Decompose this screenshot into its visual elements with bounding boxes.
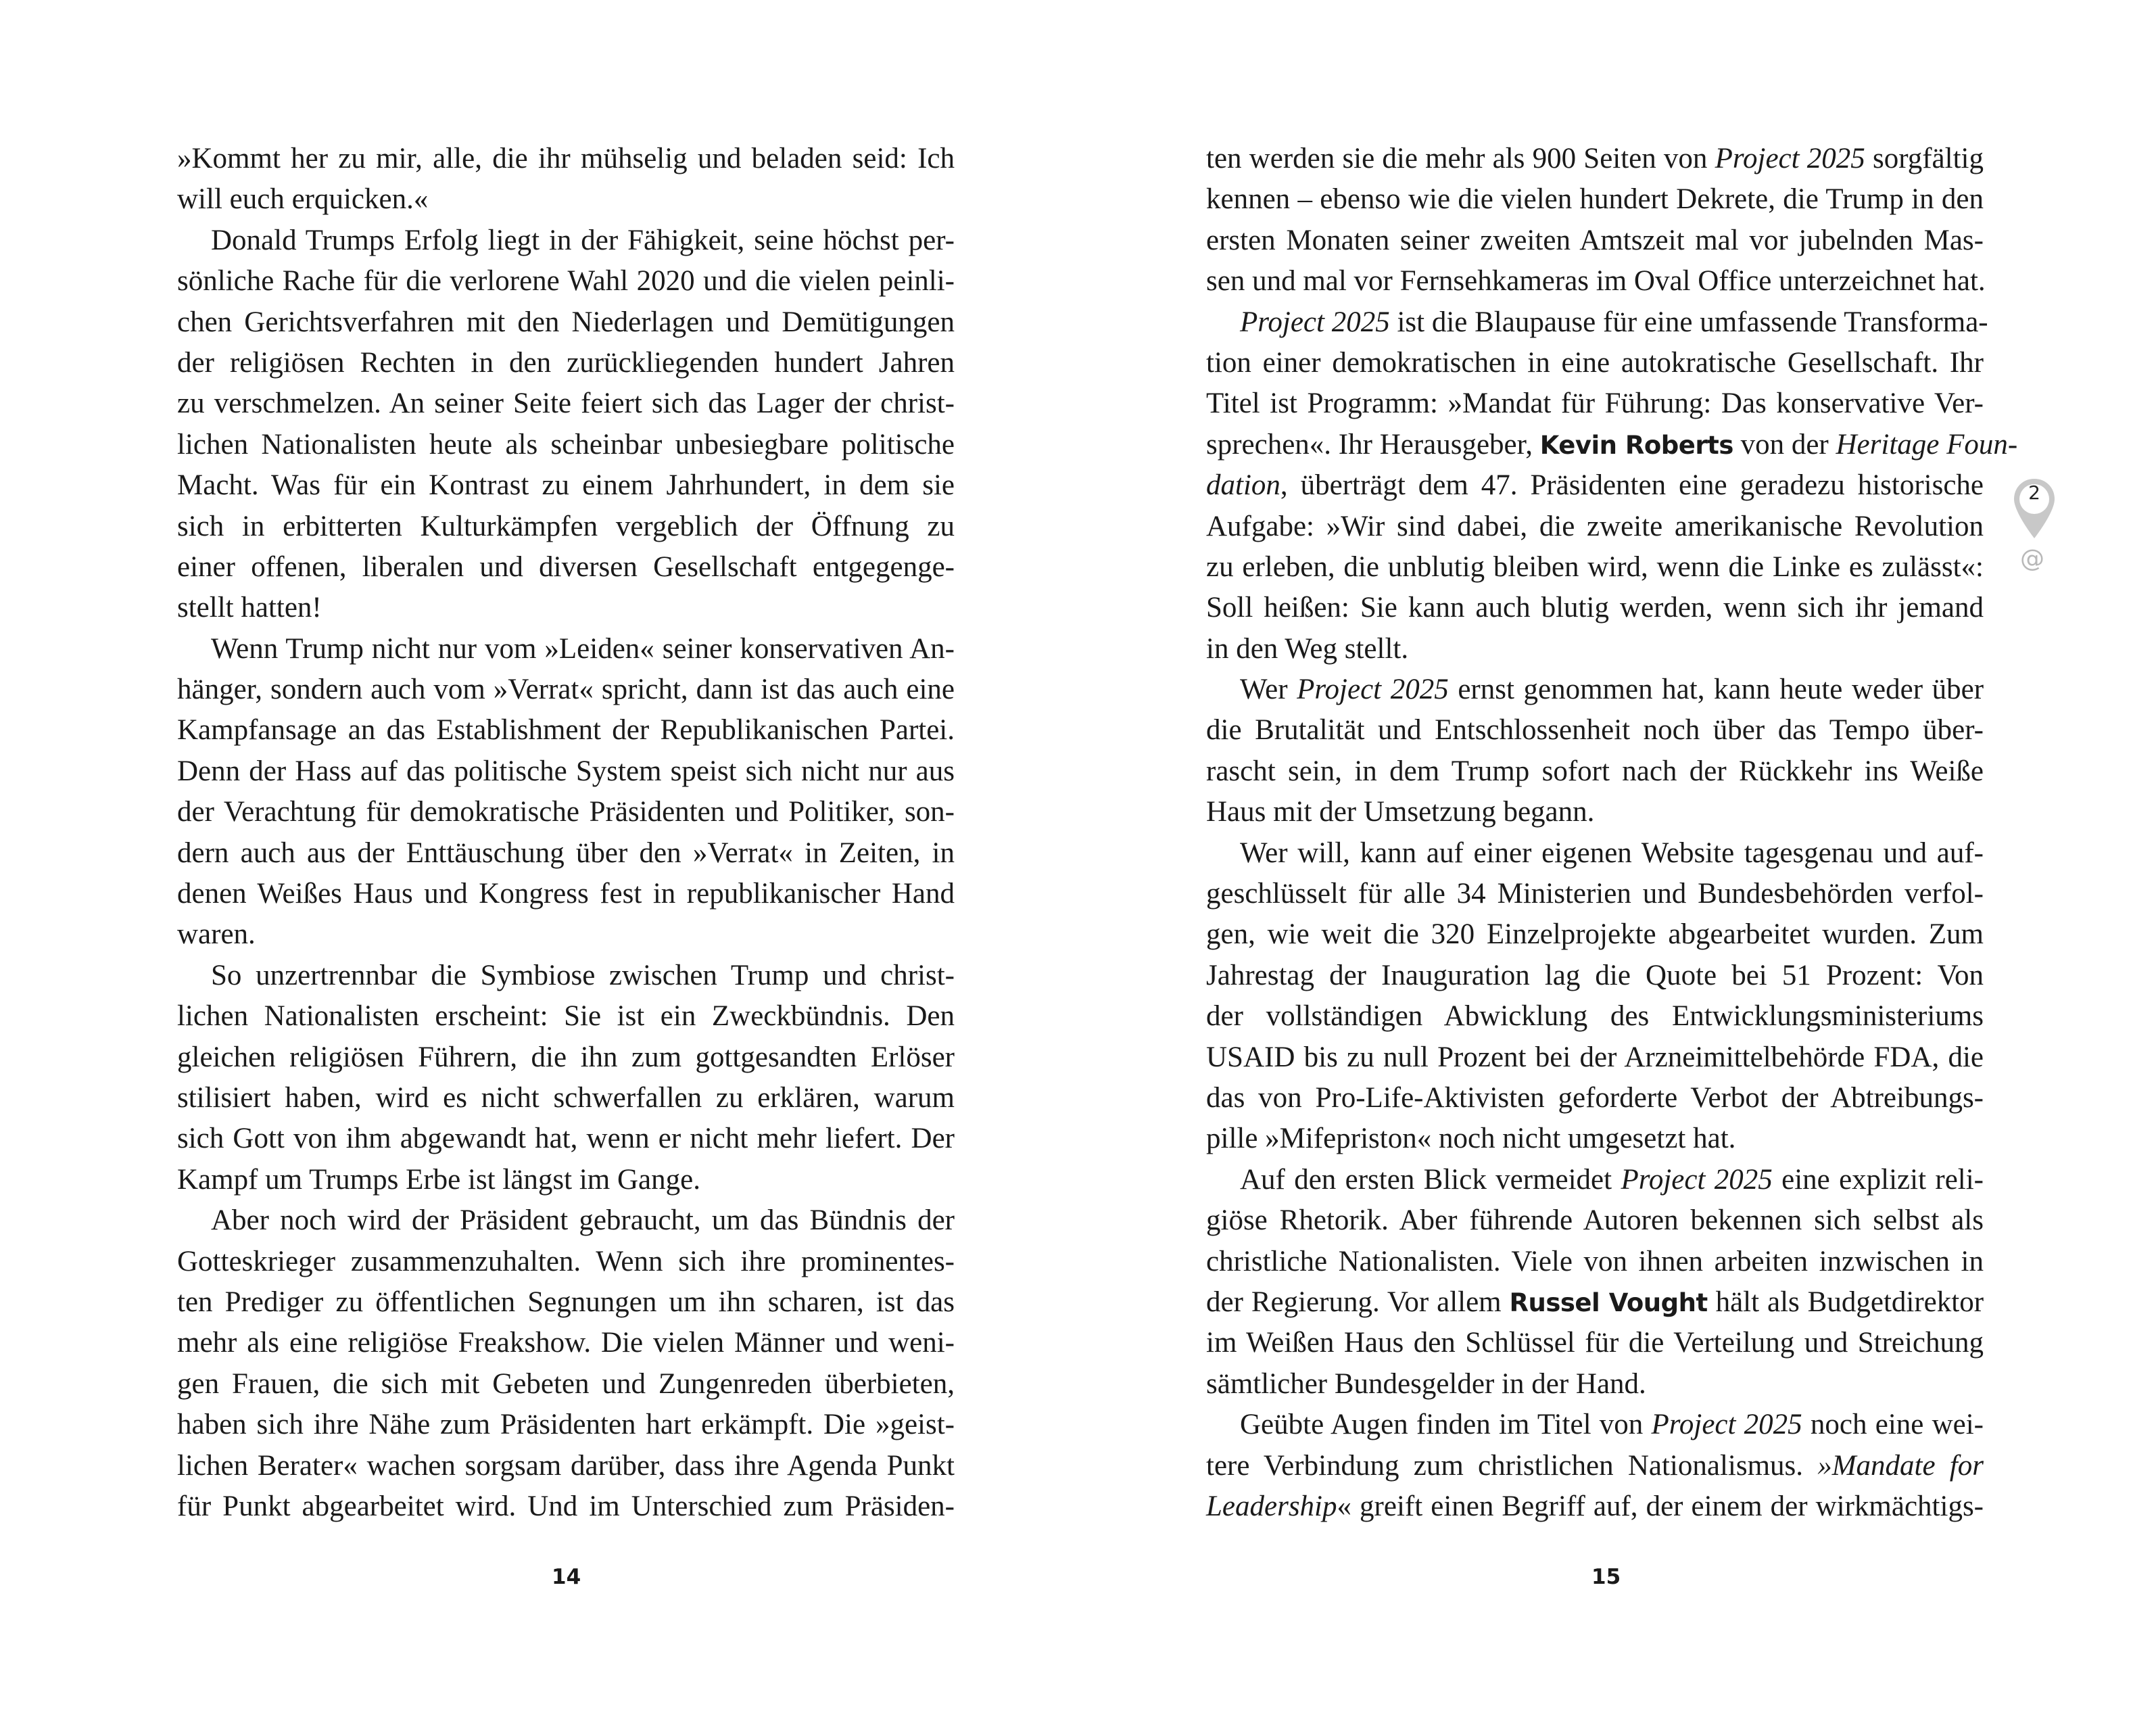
text-line: [1206, 1364, 1984, 1405]
text-line: [1206, 833, 1984, 874]
text-segment: chen Gerichtsverfahren mit den Niederlagen und Demütigungen: [177, 306, 955, 338]
text-segment: sorgfältig: [1865, 143, 1984, 174]
text-segment: lichen Nationalisten erscheint: Sie ist ein Zweckbündnis. Den: [177, 1000, 955, 1033]
text-segment: geschlüsselt für alle 34 Ministerien und Bundesbehörden verfol-: [1206, 878, 1984, 910]
text-segment: gen Frauen, die sich mit Gebeten und Zungenreden überbieten,: [177, 1367, 955, 1400]
text-line: [177, 547, 955, 588]
italic-text: Leadership: [1206, 1490, 1337, 1522]
text-segment: Denn der Hass auf das politische System speist sich nicht nur aus: [177, 755, 955, 787]
text-line: [1206, 588, 1984, 628]
text-line: [1206, 1078, 1984, 1119]
text-line: [1206, 1282, 1984, 1323]
text-segment: von der: [1733, 428, 1836, 461]
text-line: [1206, 1446, 1984, 1486]
text-line: [177, 996, 955, 1037]
text-segment: der Verachtung für demokratische Präsidenten und Politiker, son-: [177, 796, 955, 828]
text-line: [1206, 1405, 1984, 1445]
person-name: Russel Vought: [1509, 1288, 1708, 1317]
text-segment: hänger, sondern auch vom »Verrat« spricht, dann ist das auch eine: [177, 674, 955, 706]
text-line: [177, 1364, 955, 1405]
text-segment: dern auch aus der Enttäuschung über den »Verrat« in Zeiten, in: [177, 837, 955, 869]
text-line: [1206, 1037, 1984, 1078]
text-line: [177, 383, 955, 424]
text-segment: Aber noch wird der Präsident gebraucht, um das Bündnis der: [211, 1204, 955, 1237]
text-segment: USAID bis zu null Prozent bei der Arzneimittelbehörde FDA, die: [1206, 1041, 1984, 1073]
text-segment: So unzertrennbar die Symbiose zwischen Trump und christ-: [211, 959, 955, 991]
text-segment: Kampfansage an das Establishment der Republikanischen Partei.: [177, 714, 955, 747]
text-segment: der Regierung. Vor allem: [1206, 1286, 1510, 1318]
text-segment: tion einer demokratischen in eine autokratische Gesellschaft. Ihr: [1206, 346, 1984, 379]
text-line: [1206, 751, 1984, 792]
person-name: Kevin Roberts: [1539, 430, 1733, 460]
text-line: [1206, 507, 1984, 547]
text-segment: für Punkt abgearbeitet wird. Und im Unterschied zum Präsiden-: [177, 1490, 955, 1522]
text-segment: Titel ist Programm: »Mandat für Führung: Das konservative Ver-: [1206, 387, 1984, 420]
text-line: [1206, 179, 1984, 220]
text-segment: Wer will, kann auf einer eigenen Website tagesgenau und auf-: [1240, 837, 1984, 869]
text-line: [1206, 383, 1984, 424]
text-line: [1206, 1323, 1984, 1363]
text-segment: gen, wie weit die 320 Einzelprojekte abgearbeitet wurden. Zum: [1206, 918, 1984, 951]
text-line: [1206, 343, 1984, 383]
text-segment: der religiösen Rechten in den zurückliegenden hundert Jahren: [177, 346, 955, 379]
text-segment: denen Weißes Haus und Kongress fest in republikanischer Hand: [177, 878, 955, 910]
text-segment: zu verschmelzen. An seiner Seite feiert sich das Lager der christ-: [177, 387, 955, 420]
text-segment: sich Gott von ihm abgewandt hat, wenn er nicht mehr liefert. Der: [177, 1123, 955, 1155]
text-line: [177, 1405, 955, 1445]
text-line: [177, 669, 955, 710]
text-line: [177, 1037, 955, 1078]
text-line: [1206, 302, 1988, 343]
text-segment: Auf den ersten Blick vermeidet: [1240, 1163, 1621, 1196]
text-line: [177, 914, 955, 955]
italic-text: Project 2025: [1651, 1409, 1802, 1441]
text-line: [1206, 1486, 1984, 1527]
text-line: [1206, 1200, 1984, 1241]
text-line: [177, 588, 955, 628]
text-segment: mehr als eine religiöse Freakshow. Die vielen Männer und weni-: [177, 1327, 955, 1359]
text-line: [177, 507, 955, 547]
text-line: [1206, 669, 1984, 710]
annotation-count: 2: [2028, 481, 2040, 504]
text-line: [1206, 792, 1984, 832]
text-line: [177, 139, 955, 179]
text-segment: Wer: [1240, 674, 1297, 706]
text-line: [1206, 629, 1984, 669]
text-line: [1206, 1119, 1984, 1159]
text-segment: stilisiert haben, wird es nicht schwerfallen zu erklären, warum: [177, 1081, 955, 1114]
text-line: [177, 1486, 955, 1527]
right-page-text: [1206, 139, 2018, 1527]
text-segment: in den Weg stellt.: [1206, 632, 1409, 665]
text-segment: stellt hatten!: [177, 592, 322, 624]
text-segment: ten werden sie die mehr als 900 Seiten von: [1206, 143, 1715, 174]
text-line: [177, 465, 955, 506]
text-line: [1206, 465, 1984, 506]
text-segment: im Weißen Haus den Schlüssel für die Verteilung und Streichung: [1206, 1327, 1984, 1359]
text-line: [177, 629, 955, 669]
page-number-left: 14: [552, 1565, 581, 1589]
annotation-marker[interactable]: [2012, 477, 2057, 586]
text-segment: tere Verbindung zum christlichen Nationalismus.: [1206, 1449, 1818, 1482]
text-line: [1206, 914, 1984, 955]
text-segment: Geübte Augen finden im Titel von: [1240, 1409, 1652, 1441]
italic-text: Project 2025: [1297, 674, 1449, 706]
text-segment: lichen Berater« wachen sorgsam darüber, dass ihre Agenda Punkt: [177, 1449, 955, 1482]
italic-text: Project 2025: [1240, 306, 1390, 338]
text-line: [1206, 139, 1984, 179]
text-segment: Kampf um Trumps Erbe ist längst im Gange.: [177, 1163, 700, 1196]
text-line: [177, 1446, 955, 1486]
text-segment: haben sich ihre Nähe zum Präsidenten hart erkämpft. Die »geist-: [177, 1409, 955, 1441]
text-line: [177, 1078, 955, 1119]
text-segment: ernst genommen hat, kann heute weder über: [1448, 674, 1984, 706]
text-line: [1206, 874, 1984, 914]
text-line: [177, 220, 955, 261]
text-line: [1206, 425, 2018, 465]
text-segment: eine explizit reli-: [1772, 1163, 1984, 1196]
text-segment: Wenn Trump nicht nur vom »Leiden« seiner konservativen An-: [211, 632, 955, 665]
text-segment: Aufgabe: »Wir sind dabei, die zweite amerikanische Revolution: [1206, 510, 1984, 542]
text-segment: , überträgt dem 47. Präsidenten eine geradezu historische: [1280, 469, 1984, 502]
text-line: [1206, 996, 1984, 1037]
text-segment: Donald Trumps Erfolg liegt in der Fähigkeit, seine höchst per-: [211, 224, 955, 256]
text-segment: rascht sein, in dem Trump sofort nach der Rückkehr ins Weiße: [1206, 755, 1984, 787]
text-line: [177, 425, 955, 465]
text-line: [177, 343, 955, 383]
text-segment: zu erleben, die unblutig bleiben wird, wenn die Linke es zulässt«:: [1206, 550, 1984, 583]
text-segment: hält als Budgetdirektor: [1707, 1286, 1984, 1318]
text-line: [1206, 710, 1984, 751]
text-segment: « greift einen Begriff auf, der einem der wirkmächtigs-: [1337, 1490, 1984, 1522]
text-line: [177, 833, 955, 874]
text-segment: giöse Rhetorik. Aber führende Autoren bekennen sich selbst als: [1206, 1204, 1984, 1237]
text-line: [177, 710, 955, 751]
text-segment: Jahrestag der Inauguration lag die Quote bei 51 Prozent: Von: [1206, 959, 1984, 991]
text-segment: Macht. Was für ein Kontrast zu einem Jahrhundert, in dem sie: [177, 469, 955, 502]
text-segment: Haus mit der Umsetzung begann.: [1206, 796, 1595, 828]
text-line: [177, 1323, 955, 1363]
text-segment: ten Prediger zu öffentlichen Segnungen um ihn scharen, ist das: [177, 1286, 955, 1318]
text-line: [1206, 1160, 1984, 1200]
text-line: [1206, 547, 1984, 588]
text-segment: kennen – ebenso wie die vielen hundert Dekrete, die Trump in den: [1206, 183, 1984, 216]
page-number-right: 15: [1591, 1565, 1621, 1589]
text-line: [177, 1160, 955, 1200]
text-line: [1206, 1242, 1984, 1282]
text-segment: noch eine wei-: [1802, 1409, 1984, 1441]
text-line: [177, 1242, 955, 1282]
text-line: [177, 1119, 955, 1159]
text-segment: Soll heißen: Sie kann auch blutig werden, wenn sich ihr jemand: [1206, 592, 1984, 624]
text-line: [177, 874, 955, 914]
right-page: [1078, 0, 2156, 1717]
italic-text: Project 2025: [1715, 143, 1865, 174]
italic-text: Heritage Foun-: [1836, 428, 2018, 461]
left-page-text: [177, 139, 955, 1527]
text-line: [177, 792, 955, 832]
text-segment: sämtlicher Bundesgelder in der Hand.: [1206, 1367, 1646, 1400]
italic-text: Project 2025: [1621, 1163, 1773, 1196]
text-segment: das von Pro-Life-Aktivisten geforderte Verbot der Abtreibungs-: [1206, 1081, 1984, 1114]
text-line: [177, 261, 955, 302]
text-line: [177, 751, 955, 792]
text-segment: christliche Nationalisten. Viele von ihnen arbeiten inzwischen in: [1206, 1245, 1984, 1277]
text-segment: ersten Monaten seiner zweiten Amtszeit mal vor jubelnden Mas-: [1206, 224, 1984, 256]
text-line: [177, 179, 955, 220]
text-segment: sönliche Rache für die verlorene Wahl 2020 und die vielen peinli-: [177, 265, 955, 298]
text-line: [177, 1282, 955, 1323]
at-sign-icon[interactable]: @: [2020, 545, 2044, 573]
text-segment: der vollständigen Abwicklung des Entwicklungsministeriums: [1206, 1000, 1984, 1033]
text-segment: waren.: [177, 918, 256, 951]
text-segment: lichen Nationalisten heute als scheinbar unbesiegbare politische: [177, 428, 955, 461]
text-line: [177, 302, 955, 343]
text-line: [177, 1200, 955, 1241]
italic-text: »Mandate for: [1817, 1449, 1984, 1482]
text-segment: sprechen«. Ihr Herausgeber,: [1206, 428, 1540, 461]
text-line: [1206, 261, 1984, 302]
text-segment: ist die Blaupause für eine umfassende Transforma-: [1389, 306, 1988, 338]
text-segment: pille »Mifepriston« noch nicht umgesetzt hat.: [1206, 1123, 1736, 1155]
text-line: [177, 956, 955, 996]
text-segment: sen und mal vor Fernsehkameras im Oval Office unterzeichnet hat.: [1206, 265, 1986, 298]
text-line: [1206, 956, 1984, 996]
text-segment: will euch erquicken.«: [177, 183, 429, 216]
italic-text: dation: [1206, 469, 1280, 502]
text-segment: sich in erbitterten Kulturkämpfen vergeblich der Öffnung zu: [177, 510, 955, 542]
text-segment: gleichen religiösen Führern, die ihn zum gottgesandten Erlöser: [177, 1041, 955, 1073]
text-segment: die Brutalität und Entschlossenheit noch über das Tempo über-: [1206, 714, 1984, 747]
text-segment: »Kommt her zu mir, alle, die ihr mühselig und beladen seid: Ich: [177, 143, 955, 174]
text-segment: einer offenen, liberalen und diversen Gesellschaft entgegenge-: [177, 550, 955, 583]
text-segment: Gotteskrieger zusammenzuhalten. Wenn sich ihre prominentes-: [177, 1245, 955, 1277]
text-line: [1206, 220, 1984, 261]
